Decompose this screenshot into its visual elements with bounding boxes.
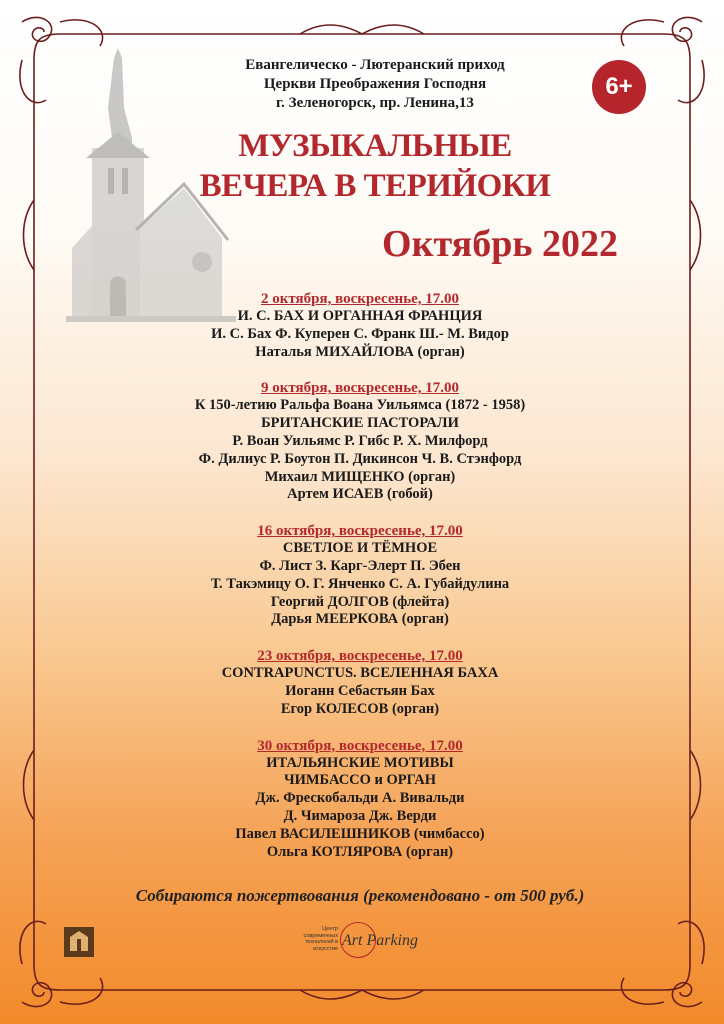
event-line: Павел ВАСИЛЕШНИКОВ (чимбассо) <box>235 825 485 842</box>
event-line: Артем ИСАЕВ (гобой) <box>287 486 433 503</box>
event-line: Михаил МИЩЕНКО (орган) <box>264 468 456 485</box>
event-line: СВЕТЛОЕ И ТЁМНОЕ <box>282 540 438 557</box>
event-line: ЧИМБАССО и ОРГАН <box>283 772 437 789</box>
event-line: Дарья МЕЕРКОВА (орган) <box>271 611 449 628</box>
event-line: БРИТАНСКИЕ ПАСТОРАЛИ <box>261 415 459 432</box>
header-line: Евангелическо - Лютеранский приход <box>245 57 505 73</box>
event <box>100 379 620 504</box>
event-line: Т. Такэмицу О. Г. Янченко С. А. Губайдулина <box>210 575 510 592</box>
event-date: 16 октября, воскресенье, 17.00 <box>257 523 463 540</box>
header-address: г. Зеленогорск, пр. Ленина,13 <box>276 95 474 111</box>
event-date: 9 октября, воскресенье, 17.00 <box>260 380 460 397</box>
event-date: 23 октября, воскресенье, 17.00 <box>257 648 463 665</box>
art-parking-logo <box>288 918 468 964</box>
event-line: И. С. БАХ И ОРГАННАЯ ФРАНЦИЯ <box>237 308 483 324</box>
event-line: ИТАЛЬЯНСКИЕ МОТИВЫ <box>266 754 454 771</box>
event-line: Наталья МИХАЙЛОВА (орган) <box>255 343 465 360</box>
event-date: 30 октября, воскресенье, 17.00 <box>257 737 463 754</box>
event-date: 2 октября, воскресенье, 17.00 <box>260 291 460 307</box>
header-line: Церкви Преображения Господня <box>263 76 487 92</box>
event-line: Ольга КОТЛЯРОВА (орган) <box>266 843 454 860</box>
logo-caption: Центр современных технологий в искусстве <box>303 926 338 952</box>
event-line: К 150-летию Ральфа Воана Уильямса (1872 - 1958) <box>194 397 526 414</box>
event <box>100 647 620 718</box>
month-heading: Октябрь 2022 <box>382 223 618 265</box>
event <box>100 290 620 361</box>
title-line: ВЕЧЕРА В ТЕРИЙОКИ <box>199 168 551 204</box>
event-line: И. С. Бах Ф. Куперен С. Франк Ш.- М. Видор <box>211 325 509 342</box>
event-line: Р. Воан Уильямс Р. Гибс Р. Х. Милфорд <box>232 432 488 449</box>
event-line: Д. Чимароза Дж. Верди <box>283 807 437 824</box>
event <box>100 522 620 629</box>
poster-title <box>160 126 590 206</box>
logo-brand: Art Parking <box>342 932 418 949</box>
parish-emblem-icon <box>62 925 96 959</box>
parish-header <box>180 56 570 113</box>
event <box>100 737 620 862</box>
age-rating-badge: 6+ <box>592 60 646 114</box>
event-line: Ф. Дилиус Р. Боутон П. Дикинсон Ч. В. Стэнфорд <box>198 450 522 467</box>
event-line: CONTRAPUNCTUS. ВСЕЛЕННАЯ БАХА <box>221 665 499 682</box>
event-line: Егор КОЛЕСОВ (орган) <box>280 700 440 717</box>
concert-program <box>100 290 620 879</box>
event-line: Ф. Лист З. Карг-Элерт П. Эбен <box>259 557 461 574</box>
event-line: Георгий ДОЛГОВ (флейта) <box>270 593 450 610</box>
donation-note: Собираются пожертвования (рекомендовано - от 500 руб.) <box>135 886 585 905</box>
event-line: Иоганн Себастьян Бах <box>285 682 435 699</box>
title-line: МУЗЫКАЛЬНЫЕ <box>238 128 512 164</box>
event-line: Дж. Фрескобальди А. Вивальди <box>255 790 465 807</box>
